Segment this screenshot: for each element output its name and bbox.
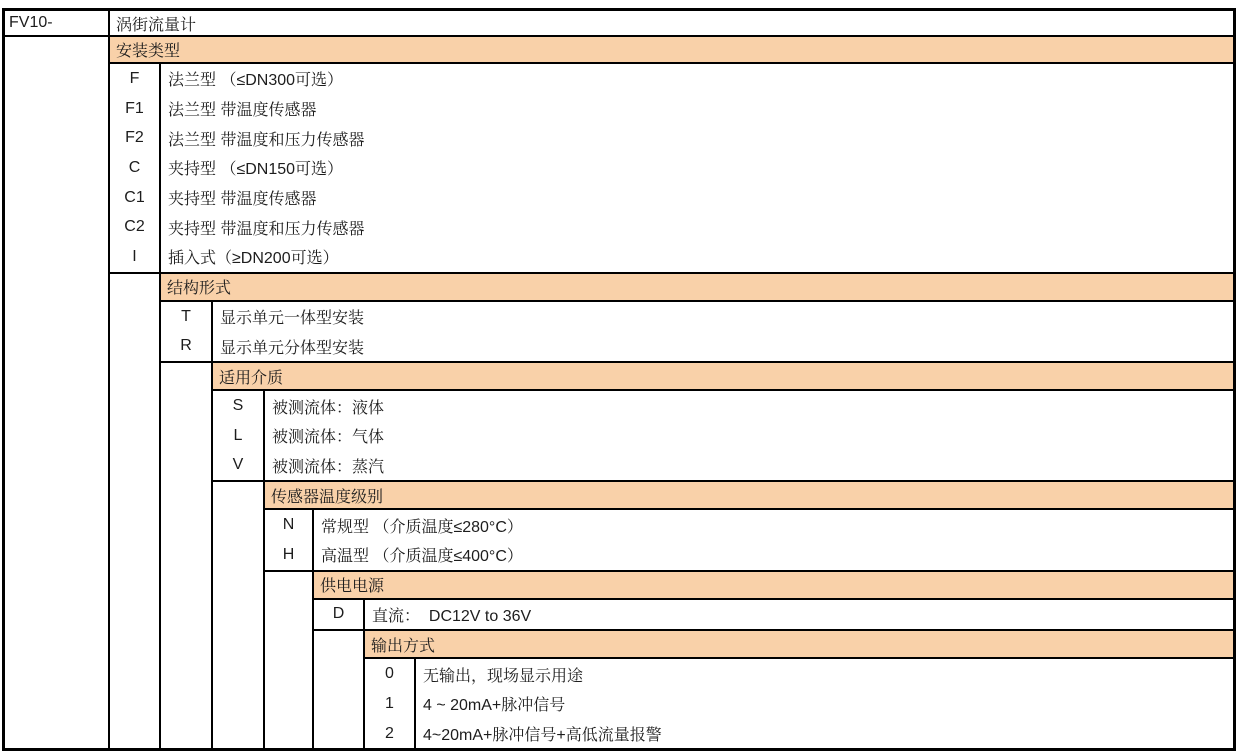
option-row [5,659,1233,689]
option-code: S [213,391,265,421]
option-description: 常规型 （介质温度≤280°C） [321,518,523,536]
option-code: V [213,451,265,481]
section-header-row [5,37,1233,64]
stair-spacer [5,242,110,272]
stair-spacer [213,689,265,719]
option-description: 被测流体：蒸汽 [272,458,385,476]
section-header-row [5,480,1233,510]
section-header-row [5,272,1233,302]
option-code: 2 [365,719,416,749]
option-code: D [314,600,365,630]
stair-spacer [213,629,265,659]
option-description: 直流： DC12V to 36V [372,607,532,625]
option-description: 夹持型 （≤DN150可选） [168,161,344,179]
stair-spacer [5,600,110,630]
option-code: T [161,302,213,332]
option-code: F1 [110,94,161,124]
option-row [5,212,1233,242]
section-header-label: 结构形式 [161,272,1233,302]
option-row [5,600,1233,630]
stair-spacer [213,600,265,630]
stair-spacer [314,659,365,689]
stair-spacer [5,302,110,332]
model-title-row [5,11,1233,37]
option-row [5,510,1233,540]
stair-spacer [5,689,110,719]
option-code: 1 [365,689,416,719]
stair-spacer [265,719,314,749]
stair-spacer [213,540,265,570]
option-row [5,719,1233,749]
option-code: H [265,540,314,570]
stair-spacer [161,600,213,630]
stair-spacer [265,570,314,600]
stair-spacer [5,361,110,391]
stair-spacer [110,570,161,600]
section-header-label: 供电电源 [314,570,1233,600]
stair-spacer [161,659,213,689]
stair-spacer [314,689,365,719]
option-code: C1 [110,183,161,213]
option-row [5,153,1233,183]
stair-spacer [110,689,161,719]
option-code: N [265,510,314,540]
option-code: C [110,153,161,183]
stair-spacer [161,361,213,391]
stair-spacer [110,629,161,659]
stair-spacer [110,421,161,451]
stair-spacer [213,570,265,600]
code-sections [5,37,1233,748]
stair-spacer [265,600,314,630]
option-row [5,540,1233,570]
stair-spacer [5,421,110,451]
section-header-label: 安装类型 [110,37,1233,64]
stair-spacer [110,451,161,481]
stair-spacer [5,540,110,570]
section-header-label: 适用介质 [213,361,1233,391]
option-description: 夹持型 带温度和压力传感器 [168,220,365,238]
stair-spacer [110,302,161,332]
stair-spacer [110,600,161,630]
option-row [5,421,1233,451]
stair-spacer [314,719,365,749]
product-name: 涡街流量计 [116,16,197,34]
stair-spacer [265,629,314,659]
stair-spacer [213,510,265,540]
stair-spacer [110,510,161,540]
option-row [5,64,1233,94]
option-code: F [110,64,161,94]
stair-spacer [5,480,110,510]
option-description: 法兰型 （≤DN300可选） [168,72,344,90]
stair-spacer [5,64,110,94]
stair-spacer [5,123,110,153]
stair-spacer [5,659,110,689]
stair-spacer [5,183,110,213]
option-description: 显示单元分体型安装 [220,339,365,357]
section-header-label: 输出方式 [365,629,1233,659]
stair-spacer [110,391,161,421]
option-description: 被测流体：液体 [272,399,385,417]
stair-spacer [161,719,213,749]
option-row [5,689,1233,719]
stair-spacer [213,659,265,689]
option-row [5,242,1233,272]
option-row [5,94,1233,124]
option-code: C2 [110,212,161,242]
stair-spacer [213,480,265,510]
option-code: 0 [365,659,416,689]
option-row [5,123,1233,153]
option-description: 无输出，现场显示用途 [423,667,584,685]
stair-spacer [161,570,213,600]
stair-spacer [5,212,110,242]
stair-spacer [110,361,161,391]
section-header-row [5,570,1233,600]
stair-spacer [110,272,161,302]
option-description: 夹持型 带温度传感器 [168,191,317,209]
stair-spacer [5,272,110,302]
section-header-label: 传感器温度级别 [265,480,1233,510]
section-header-row [5,361,1233,391]
option-description: 法兰型 带温度传感器 [168,102,317,120]
stair-spacer [161,510,213,540]
option-description: 4 ~ 20mA+脉冲信号 [423,697,566,715]
stair-spacer [5,719,110,749]
option-code: R [161,332,213,362]
stair-spacer [5,153,110,183]
stair-spacer [161,689,213,719]
option-description: 高温型 （介质温度≤400°C） [321,548,523,566]
stair-spacer [5,510,110,540]
option-code: F2 [110,123,161,153]
option-row [5,302,1233,332]
option-description: 4~20mA+脉冲信号+高低流量报警 [423,727,662,745]
stair-spacer [110,659,161,689]
stair-spacer [5,94,110,124]
stair-spacer [5,332,110,362]
stair-spacer [161,540,213,570]
stair-spacer [161,451,213,481]
stair-spacer [110,719,161,749]
stair-spacer [5,451,110,481]
option-description: 被测流体：气体 [272,429,385,447]
stair-spacer [161,480,213,510]
option-description: 显示单元一体型安装 [220,310,365,328]
model-prefix: FV10- [5,11,110,35]
stair-spacer [5,629,110,659]
option-description: 法兰型 带温度和压力传感器 [168,131,365,149]
stair-spacer [265,689,314,719]
stair-spacer [110,480,161,510]
option-code: I [110,242,161,272]
stair-spacer [110,332,161,362]
stair-spacer [314,629,365,659]
option-row [5,332,1233,362]
stair-spacer [161,421,213,451]
stair-spacer [5,391,110,421]
option-code: L [213,421,265,451]
option-description: 插入式（≥DN200可选） [168,250,339,268]
stair-spacer [5,37,110,64]
stair-spacer [161,629,213,659]
stair-spacer [110,540,161,570]
option-row [5,183,1233,213]
stair-spacer [5,570,110,600]
option-row [5,391,1233,421]
ordering-code-table [2,8,1236,751]
section-header-row [5,629,1233,659]
stair-spacer [265,659,314,689]
stair-spacer [161,391,213,421]
option-row [5,451,1233,481]
stair-spacer [213,719,265,749]
